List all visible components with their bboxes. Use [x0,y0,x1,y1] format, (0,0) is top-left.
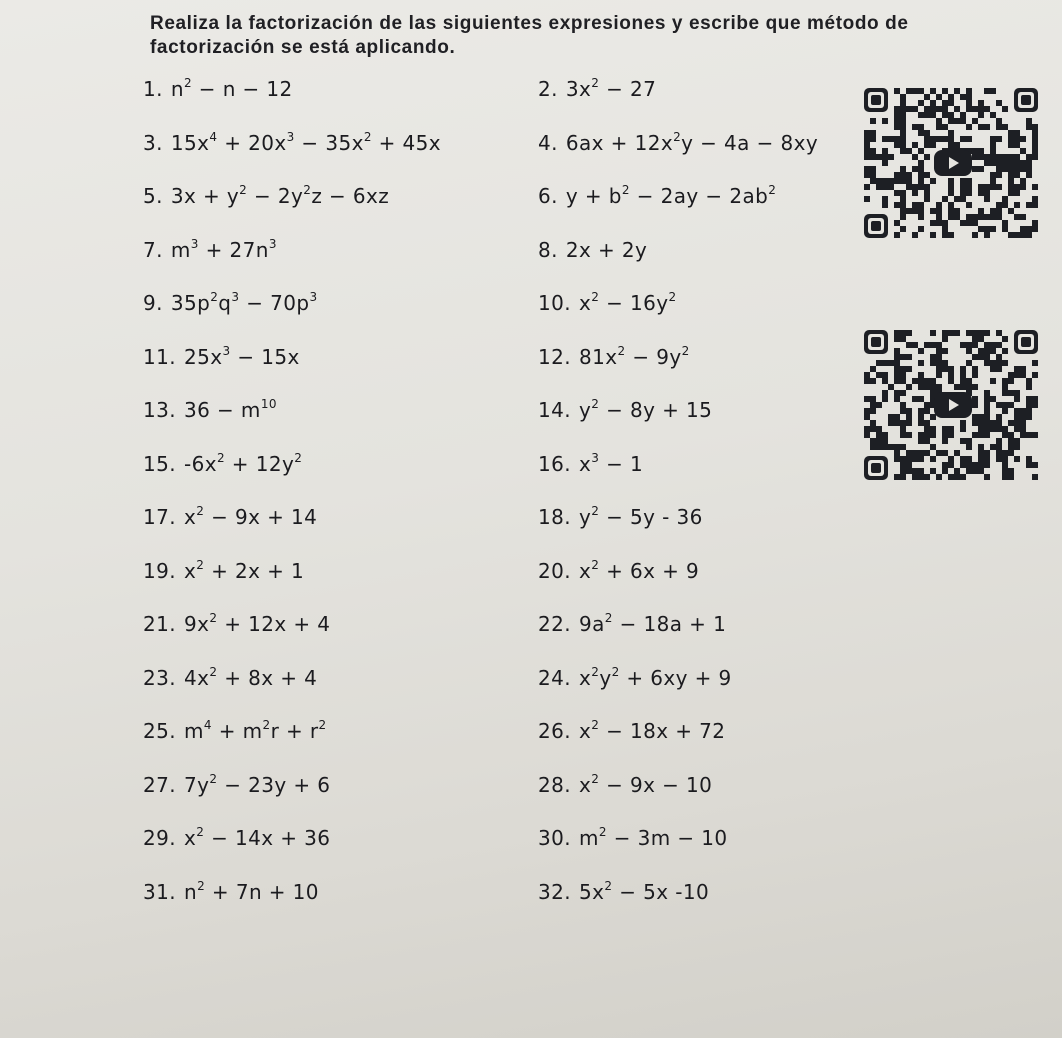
exercise-number: 22. [538,612,572,636]
exercise-number: 6. [538,184,558,208]
exercise-item [143,344,300,370]
exercise-number: 29. [143,826,177,850]
exercise-item [143,611,330,637]
exercise-number: 14. [538,398,572,422]
exercise-number: 30. [538,826,572,850]
exercise-expression: $m^4 + m^2r + r^2$ [184,718,327,743]
exercise-expression: $25x^3 - 15x$ [184,343,300,369]
exercise-number: 2. [538,77,558,101]
exercise-item [538,665,732,691]
exercise-expression: $x^3 - 1$ [579,450,644,476]
exercise-item [538,611,726,637]
exercise-item [538,718,725,744]
qr-code-icon-2[interactable] [864,330,1042,480]
exercise-item [143,130,441,156]
exercise-expression: $y + b^2 - 2ay - 2ab^2$ [565,183,777,208]
exercise-expression: $x^2 - 14x + 36$ [184,825,331,850]
exercise-item [143,237,277,263]
exercise-item [538,825,728,851]
exercise-expression: $n^2 + 7n + 10$ [184,878,319,904]
exercise-expression: $y^2 - 8y + 15$ [579,397,713,422]
exercise-number: 9. [143,291,163,315]
exercise-item [143,718,327,744]
exercise-expression: $6ax + 12x^2y - 4a - 8xy$ [565,129,819,155]
exercise-expression: $5x^2 - 5x$ -10 [579,878,710,904]
exercise-number: 11. [143,344,177,369]
exercise-expression: $3x + y^2 - 2y^2z - 6xz$ [170,183,390,208]
exercise-number: 31. [143,879,177,904]
exercise-item [538,237,647,263]
exercise-item [538,772,712,798]
exercise-number: 27. [143,772,177,797]
exercise-number: 23. [143,665,177,690]
exercise-item [538,451,643,477]
exercise-number: 3. [143,130,163,155]
exercise-number: 26. [538,719,572,743]
exercise-item [143,772,330,798]
exercise-expression: $7y^2 - 23y + 6$ [184,771,331,797]
exercise-expression: $y^2 - 5y - 36$ [579,504,703,529]
exercise-number: 7. [143,237,163,262]
exercise-number: 19. [143,558,177,583]
exercise-item [538,130,818,156]
exercise-item [143,183,389,209]
exercise-number: 13. [143,398,177,422]
exercise-expression: $15x^4 + 20x^3 - 35x^2 + 45x$ [170,129,442,155]
exercise-item [143,558,304,584]
exercise-number: 5. [143,184,163,208]
exercise-item [143,879,319,905]
exercise-number: 16. [538,451,572,476]
instructions-text: Realiza la factorización de las siguientes expresiones y escribe que método de factorización se está aplicando. [150,13,909,58]
exercise-item [538,344,690,370]
exercise-item [538,504,703,530]
exercise-expression: $x^2 - 9x + 14$ [184,504,318,529]
qr-code-icon [864,330,1042,480]
exercise-expression: $36 - m^{10}$ [184,397,277,422]
exercise-expression: $9x^2 + 12x + 4$ [184,611,331,636]
exercise-number: 8. [538,237,558,262]
exercise-number: 12. [538,344,572,369]
exercise-expression: $-6x^2 + 12y^2$ [184,450,303,476]
exercise-expression: $m^3 + 27n^3$ [170,236,277,262]
exercise-number: 18. [538,505,572,529]
exercise-number: 10. [538,291,572,315]
exercise-number: 15. [143,451,177,476]
exercise-number: 28. [538,772,572,797]
exercise-item [538,76,656,102]
exercise-item [143,290,318,316]
exercise-item [143,825,330,851]
exercise-expression: $x^2 + 2x + 1$ [184,557,305,583]
exercise-expression: $4x^2 + 8x + 4$ [184,664,318,690]
exercise-item [143,397,277,423]
exercise-number: 17. [143,505,177,529]
exercise-item [538,290,677,316]
qr-code-icon [864,88,1042,238]
exercise-expression: $x^2 - 16y^2$ [579,290,677,315]
exercise-item [143,76,293,102]
exercise-expression: $x^2 + 6x + 9$ [579,557,700,583]
exercise-expression: $x^2 - 9x - 10$ [579,771,713,797]
exercise-item [538,183,776,209]
exercise-number: 21. [143,612,177,636]
exercise-expression: $x^2 - 18x + 72$ [579,718,726,743]
exercise-item [143,665,317,691]
exercise-expression: $m^2 - 3m - 10$ [579,825,728,850]
exercise-expression: $x^2y^2 + 6xy + 9$ [579,664,732,690]
exercise-item [538,879,709,905]
exercise-item [143,451,302,477]
exercise-number: 20. [538,558,572,583]
exercise-expression: $n^2 - n - 12$ [170,76,293,101]
exercise-item [538,558,699,584]
exercise-expression: $35p^2q^3 - 70p^3$ [170,290,318,315]
exercise-expression: $3x^2 - 27$ [565,76,657,101]
exercise-expression: 2x + 2y [565,237,648,262]
exercise-item [538,397,712,423]
exercise-number: 32. [538,879,572,904]
qr-code-icon-1[interactable] [864,88,1042,238]
exercise-expression: $9a^2 - 18a + 1$ [579,611,727,636]
exercise-item [143,504,317,530]
exercise-number: 1. [143,77,163,101]
exercise-number: 4. [538,130,558,155]
exercise-expression: $81x^2 - 9y^2$ [579,343,690,369]
exercise-number: 25. [143,719,177,743]
exercise-number: 24. [538,665,572,690]
